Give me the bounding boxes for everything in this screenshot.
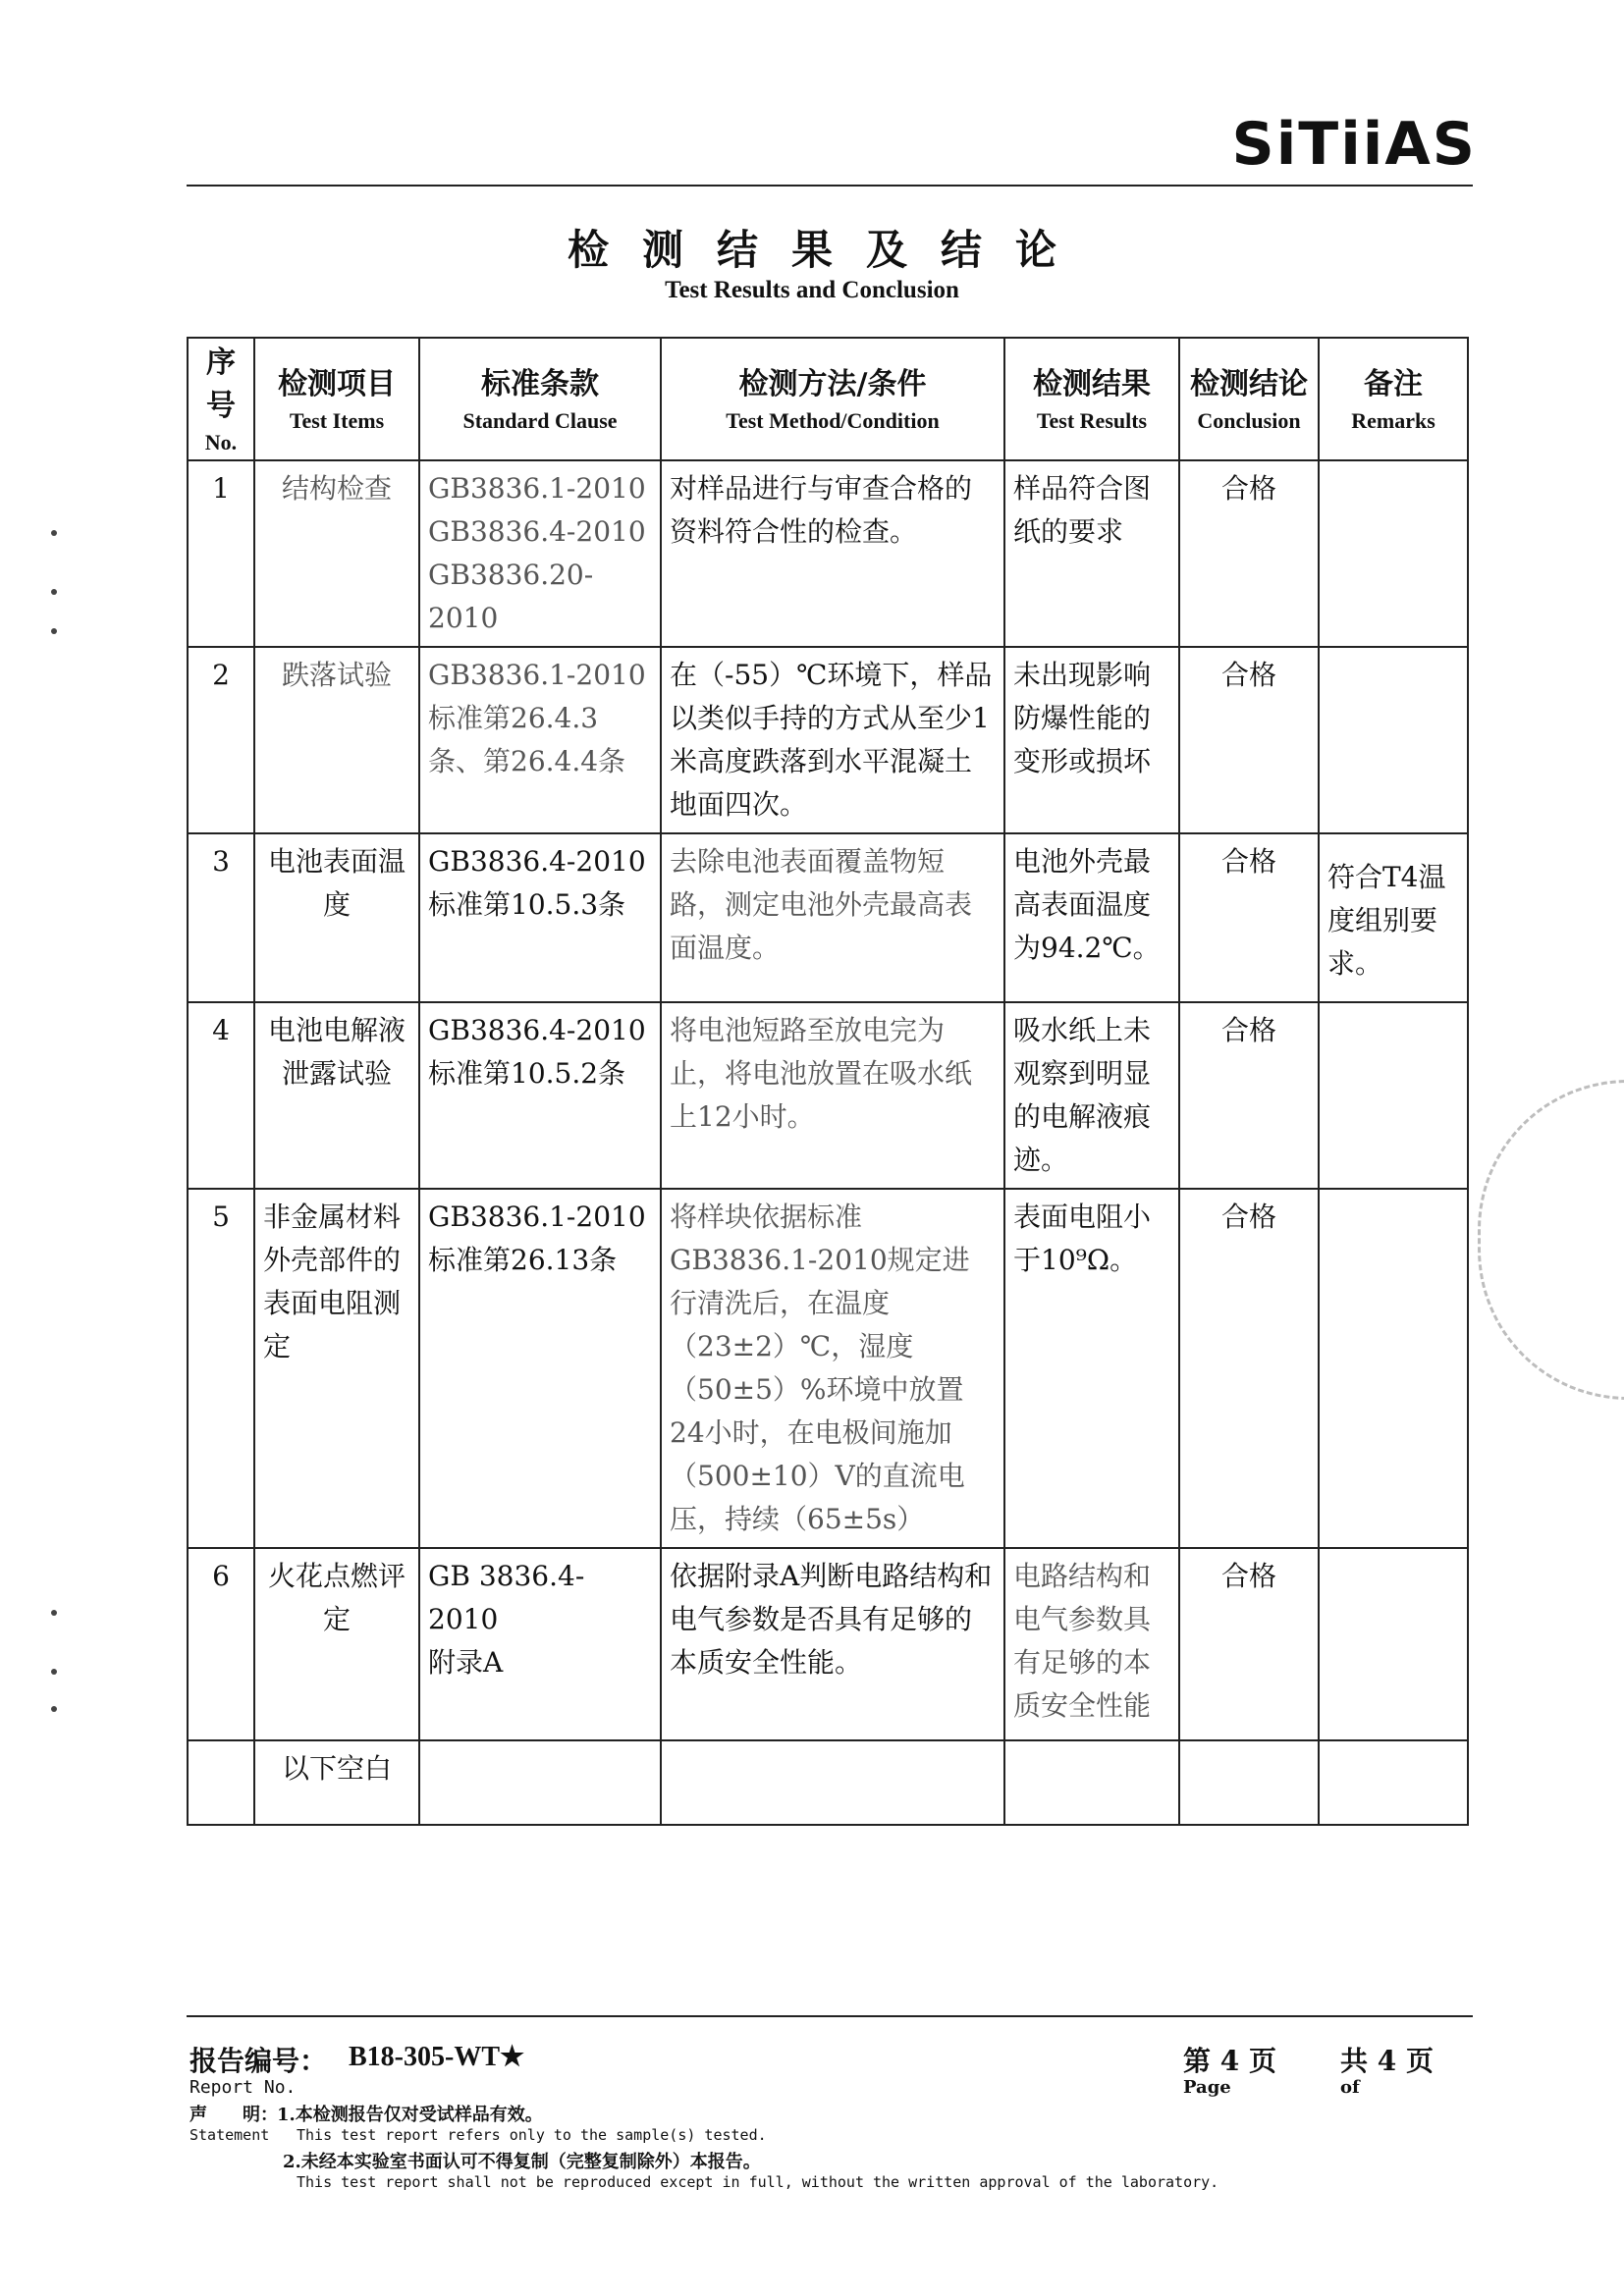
footer-rule bbox=[187, 2015, 1473, 2017]
cell-method: 将样块依据标准GB3836.1-2010规定进行清洗后，在温度（23±2）℃，湿度（50±5）%环境中放置24小时，在电极间施加（500±10）V的直流电压，持续（65±5s） bbox=[661, 1189, 1004, 1548]
page-title: 检测结果及结论 bbox=[567, 226, 1090, 274]
cell-conclusion: 合格 bbox=[1179, 460, 1319, 647]
cell-item: 非金属材料外壳部件的表面电阻测定 bbox=[254, 1189, 419, 1548]
cell-method: 依据附录A判断电路结构和电气参数是否具有足够的本质安全性能。 bbox=[661, 1548, 1004, 1740]
header-conclusion: 检测结论 Conclusion bbox=[1179, 338, 1319, 460]
cell-no: 4 bbox=[188, 1002, 254, 1189]
cell-clause: GB3836.1-2010 标准第26.13条 bbox=[419, 1189, 661, 1548]
header-test-results: 检测结果 Test Results bbox=[1004, 338, 1179, 460]
scan-mark bbox=[51, 1610, 57, 1616]
cell-result bbox=[1004, 1740, 1179, 1825]
cell-result: 电路结构和电气参数具有足够的本质安全性能 bbox=[1004, 1548, 1179, 1740]
cell-remarks: 符合T4温度组别要求。 bbox=[1319, 833, 1468, 1002]
cell-conclusion: 合格 bbox=[1179, 647, 1319, 833]
cell-conclusion bbox=[1179, 1740, 1319, 1825]
statement-note-2-en: This test report shall not be reproduced except in full, without the written approval of the laboratory. bbox=[297, 2173, 1219, 2191]
cell-method: 在（-55）℃环境下，样品以类似手持的方式从至少1米高度跌落到水平混凝土地面四次。 bbox=[661, 647, 1004, 833]
page-total-en: of bbox=[1340, 2077, 1360, 2098]
scan-mark bbox=[51, 628, 57, 634]
report-no: B18-305-WT★ bbox=[349, 2042, 525, 2072]
statement-note-1: 1.本检测报告仅对受试样品有效。 bbox=[277, 2105, 543, 2125]
header-rule bbox=[187, 185, 1473, 187]
header-remarks: 备注 Remarks bbox=[1319, 338, 1468, 460]
cell-result: 表面电阻小于10⁹Ω。 bbox=[1004, 1189, 1179, 1548]
table-row bbox=[188, 1002, 1468, 1189]
cell-clause: GB3836.1-2010 GB3836.4-2010 GB3836.20-2010 bbox=[419, 460, 661, 647]
report-no-label: 报告编号： bbox=[189, 2045, 328, 2077]
cell-remarks bbox=[1319, 460, 1468, 647]
cell-remarks bbox=[1319, 1548, 1468, 1740]
cell-no: 5 bbox=[188, 1189, 254, 1548]
stamp-mark bbox=[1478, 1080, 1624, 1400]
table-row bbox=[188, 1189, 1468, 1548]
page-subtitle: Test Results and Conclusion bbox=[665, 277, 959, 303]
scan-mark bbox=[51, 530, 57, 536]
cell-remarks bbox=[1319, 1740, 1468, 1825]
cell-item: 跌落试验 bbox=[254, 647, 419, 833]
report-no-en: Report No. bbox=[189, 2077, 297, 2098]
cell-no bbox=[188, 1740, 254, 1825]
cell-clause: GB 3836.4-2010 附录A bbox=[419, 1548, 661, 1740]
cell-remarks bbox=[1319, 647, 1468, 833]
cell-method: 对样品进行与审查合格的资料符合性的检查。 bbox=[661, 460, 1004, 647]
scan-mark bbox=[51, 589, 57, 595]
statement-note-1-en: This test report refers only to the sample(s) tested. bbox=[297, 2126, 767, 2144]
cell-item: 以下空白 bbox=[254, 1740, 419, 1825]
table-row bbox=[188, 1548, 1468, 1740]
cell-no: 2 bbox=[188, 647, 254, 833]
table-row bbox=[188, 460, 1468, 647]
cell-remarks bbox=[1319, 1002, 1468, 1189]
cell-conclusion: 合格 bbox=[1179, 833, 1319, 1002]
cell-no: 1 bbox=[188, 460, 254, 647]
statement-label: 声 明： bbox=[189, 2105, 278, 2125]
statement-note-2: 2.未经本实验室书面认可不得复制（完整复制除外）本报告。 bbox=[283, 2152, 761, 2172]
cell-conclusion: 合格 bbox=[1179, 1002, 1319, 1189]
cell-remarks bbox=[1319, 1189, 1468, 1548]
header-standard-clause: 标准条款 Standard Clause bbox=[419, 338, 661, 460]
table-header-row bbox=[188, 338, 1468, 460]
page-number-en: Page bbox=[1183, 2077, 1231, 2098]
company-logo: SiTiiAS bbox=[1231, 110, 1477, 179]
cell-method: 将电池短路至放电完为止，将电池放置在吸水纸上12小时。 bbox=[661, 1002, 1004, 1189]
cell-clause: GB3836.1-2010 标准第26.4.3条、第26.4.4条 bbox=[419, 647, 661, 833]
table-row bbox=[188, 1740, 1468, 1825]
page-number: 第 4 页 bbox=[1183, 2045, 1276, 2077]
cell-no: 3 bbox=[188, 833, 254, 1002]
scan-mark bbox=[51, 1706, 57, 1712]
cell-conclusion: 合格 bbox=[1179, 1548, 1319, 1740]
cell-result: 样品符合图纸的要求 bbox=[1004, 460, 1179, 647]
cell-method bbox=[661, 1740, 1004, 1825]
statement-en: Statement bbox=[189, 2126, 270, 2144]
header-no: 序号 No. bbox=[188, 338, 254, 460]
cell-clause: GB3836.4-2010 标准第10.5.3条 bbox=[419, 833, 661, 1002]
cell-result: 吸水纸上未观察到明显的电解液痕迹。 bbox=[1004, 1002, 1179, 1189]
results-table bbox=[187, 337, 1469, 1826]
table-row bbox=[188, 647, 1468, 833]
cell-result: 电池外壳最高表面温度为94.2℃。 bbox=[1004, 833, 1179, 1002]
header-test-method: 检测方法/条件 Test Method/Condition bbox=[661, 338, 1004, 460]
cell-item: 电池电解液泄露试验 bbox=[254, 1002, 419, 1189]
header-test-items: 检测项目 Test Items bbox=[254, 338, 419, 460]
cell-item: 电池表面温度 bbox=[254, 833, 419, 1002]
cell-method: 去除电池表面覆盖物短路，测定电池外壳最高表面温度。 bbox=[661, 833, 1004, 1002]
cell-item: 结构检查 bbox=[254, 460, 419, 647]
table-row bbox=[188, 833, 1468, 1002]
cell-item: 火花点燃评定 bbox=[254, 1548, 419, 1740]
cell-no: 6 bbox=[188, 1548, 254, 1740]
cell-result: 未出现影响防爆性能的变形或损坏 bbox=[1004, 647, 1179, 833]
cell-conclusion: 合格 bbox=[1179, 1189, 1319, 1548]
page-total: 共 4 页 bbox=[1340, 2045, 1434, 2077]
cell-clause: GB3836.4-2010 标准第10.5.2条 bbox=[419, 1002, 661, 1189]
cell-clause bbox=[419, 1740, 661, 1825]
scan-mark bbox=[51, 1669, 57, 1675]
